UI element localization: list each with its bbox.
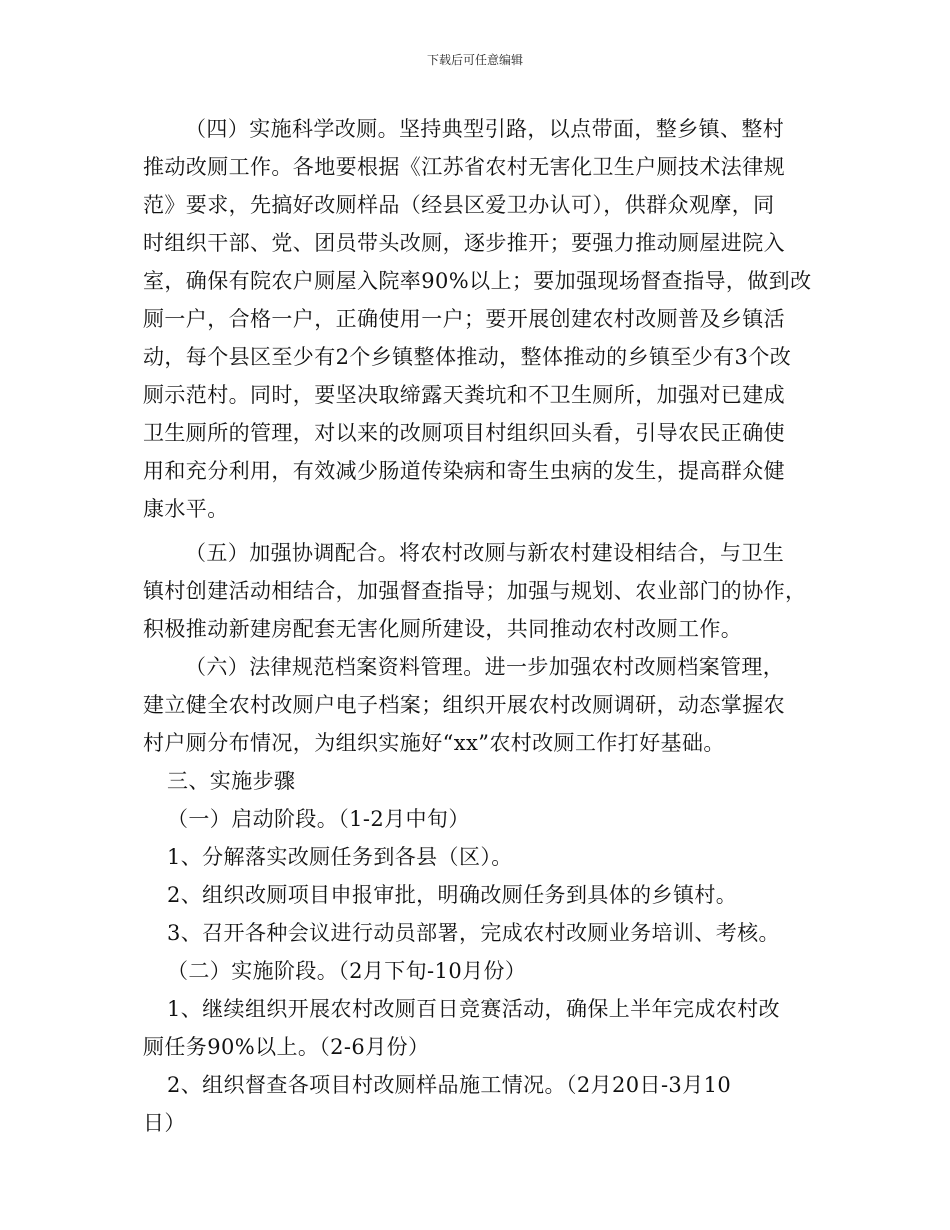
list-item: 2、组织改厕项目申报审批，明确改厕任务到具体的乡镇村。 [167, 883, 738, 907]
paragraph-line: 卫生厕所的管理，对以来的改厕项目村组织回头看，引导农民正确使 [143, 421, 785, 445]
paragraph-line: 建立健全农村改厕户电子档案；组织开展农村改厕调研，动态掌握农 [143, 693, 785, 717]
paragraph-line: 村户厕分布情况，为组织实施好“xx”农村改厕工作打好基础。 [143, 731, 725, 755]
list-item: 3、召开各种会议进行动员部署，完成农村改厕业务培训、考核。 [167, 921, 780, 945]
paragraph-line: 用和充分利用，有效减少肠道传染病和寄生虫病的发生，提高群众健 [143, 459, 785, 483]
paragraph-line: 时组织干部、党、团员带头改厕，逐步推开；要强力推动厕屋进院入 [143, 231, 785, 255]
paragraph-line: （六）法律规范档案资料管理。进一步加强农村改厕档案管理， [185, 655, 785, 679]
section-heading: 三、实施步骤 [167, 769, 296, 793]
paragraph-line: 镇村创建活动相结合，加强督查指导；加强与规划、农业部门的协作， [143, 579, 807, 603]
paragraph-line: 康水平。 [143, 497, 229, 521]
paragraph-line: 室，确保有院农户厕屋入院率90%以上；要加强现场督查指导，做到改 [143, 269, 812, 293]
paragraph-line: （四）实施科学改厕。坚持典型引路，以点带面，整乡镇、整村 [185, 117, 785, 141]
list-item-continuation: 日） [143, 1111, 186, 1135]
subsection-heading: （一）启动阶段。（1-2月中旬） [167, 807, 470, 831]
paragraph-line: 厕一户，合格一户，正确使用一户；要开展创建农村改厕普及乡镇活 [143, 307, 785, 331]
page-header-note: 下载后可任意编辑 [426, 53, 523, 67]
paragraph-line: 积极推动新建房配套无害化厕所建设，共同推动农村改厕工作。 [143, 617, 743, 641]
list-item: 1、分解落实改厕任务到各县（区）。 [167, 845, 513, 869]
subsection-heading: （二）实施阶段。（2月下旬-10月份） [167, 959, 527, 983]
document-body [143, 110, 813, 1142]
list-item: 2、组织督查各项目村改厕样品施工情况。（2月20日-3月10 [167, 1073, 732, 1097]
list-item: 1、继续组织开展农村改厕百日竞赛活动，确保上半年完成农村改 [167, 997, 780, 1021]
paragraph-line: 厕示范村。同时，要坚决取缔露天粪坑和不卫生厕所，加强对已建成 [143, 383, 785, 407]
paragraph-line: （五）加强协调配合。将农村改厕与新农村建设相结合，与卫生 [185, 541, 785, 565]
paragraph-line: 范》要求，先搞好改厕样品（经县区爱卫办认可），供群众观摩，同 [143, 193, 775, 217]
paragraph-line: 动，每个县区至少有2个乡镇整体推动，整体推动的乡镇至少有3个改 [143, 345, 792, 369]
paragraph-line: 推动改厕工作。各地要根据《江苏省农村无害化卫生户厕技术法律规 [143, 155, 785, 179]
list-item-continuation: 厕任务90%以上。（2-6月份） [143, 1035, 430, 1059]
